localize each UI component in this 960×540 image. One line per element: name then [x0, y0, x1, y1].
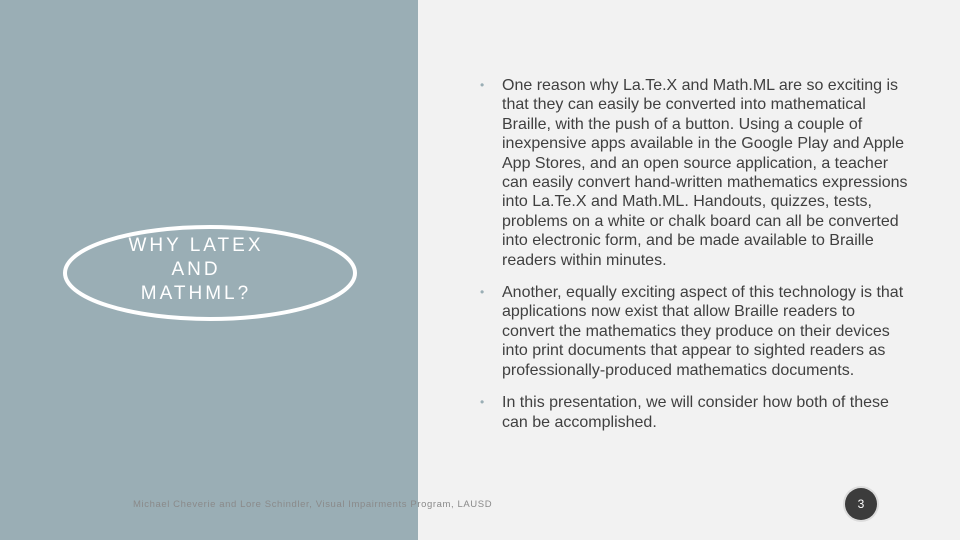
- slide-footer: Michael Cheverie and Lore Schindler, Visual Impairments Program, LAUSD: [133, 499, 493, 510]
- slide-title-line-1: WHY LATEX: [128, 235, 264, 256]
- page-number-badge: 3: [845, 488, 877, 520]
- bullet-text: In this presentation, we will consider how both of these can be accomplished.: [502, 394, 889, 431]
- bullet-text: One reason why La.Te.X and Math.ML are so exciting is that they can easily be converted into mathematical Braille, with the push of a button. Using a couple of inexpensive apps available in the Google Play and Apple App Stores, and an open source application, a teacher can easily convert hand-written mathematics expressions into La.Te.X and Math.ML. Handouts, quizzes, tests, problems on a white or chalk board can all be converted into electronic form, and be made available to Braille readers within minutes.: [502, 77, 908, 269]
- bullet-item: [478, 76, 908, 270]
- slide-title: [62, 234, 330, 306]
- bullet-text: Another, equally exciting aspect of this technology is that applications now exist that allow Braille readers to convert the mathematics they produce on their devices into print documents that appear to sighted readers as professionally-produced mathematics documents.: [502, 284, 904, 379]
- bullet-list: [478, 76, 908, 445]
- bullet-marker-icon: •: [480, 78, 485, 92]
- bullet-marker-icon: •: [480, 395, 485, 410]
- bullet-item: [478, 393, 908, 432]
- slide-title-line-3: MATHML?: [140, 283, 252, 304]
- bullet-marker-icon: •: [480, 285, 485, 300]
- bullet-item: [478, 283, 908, 380]
- slide-title-line-2: AND: [171, 259, 221, 280]
